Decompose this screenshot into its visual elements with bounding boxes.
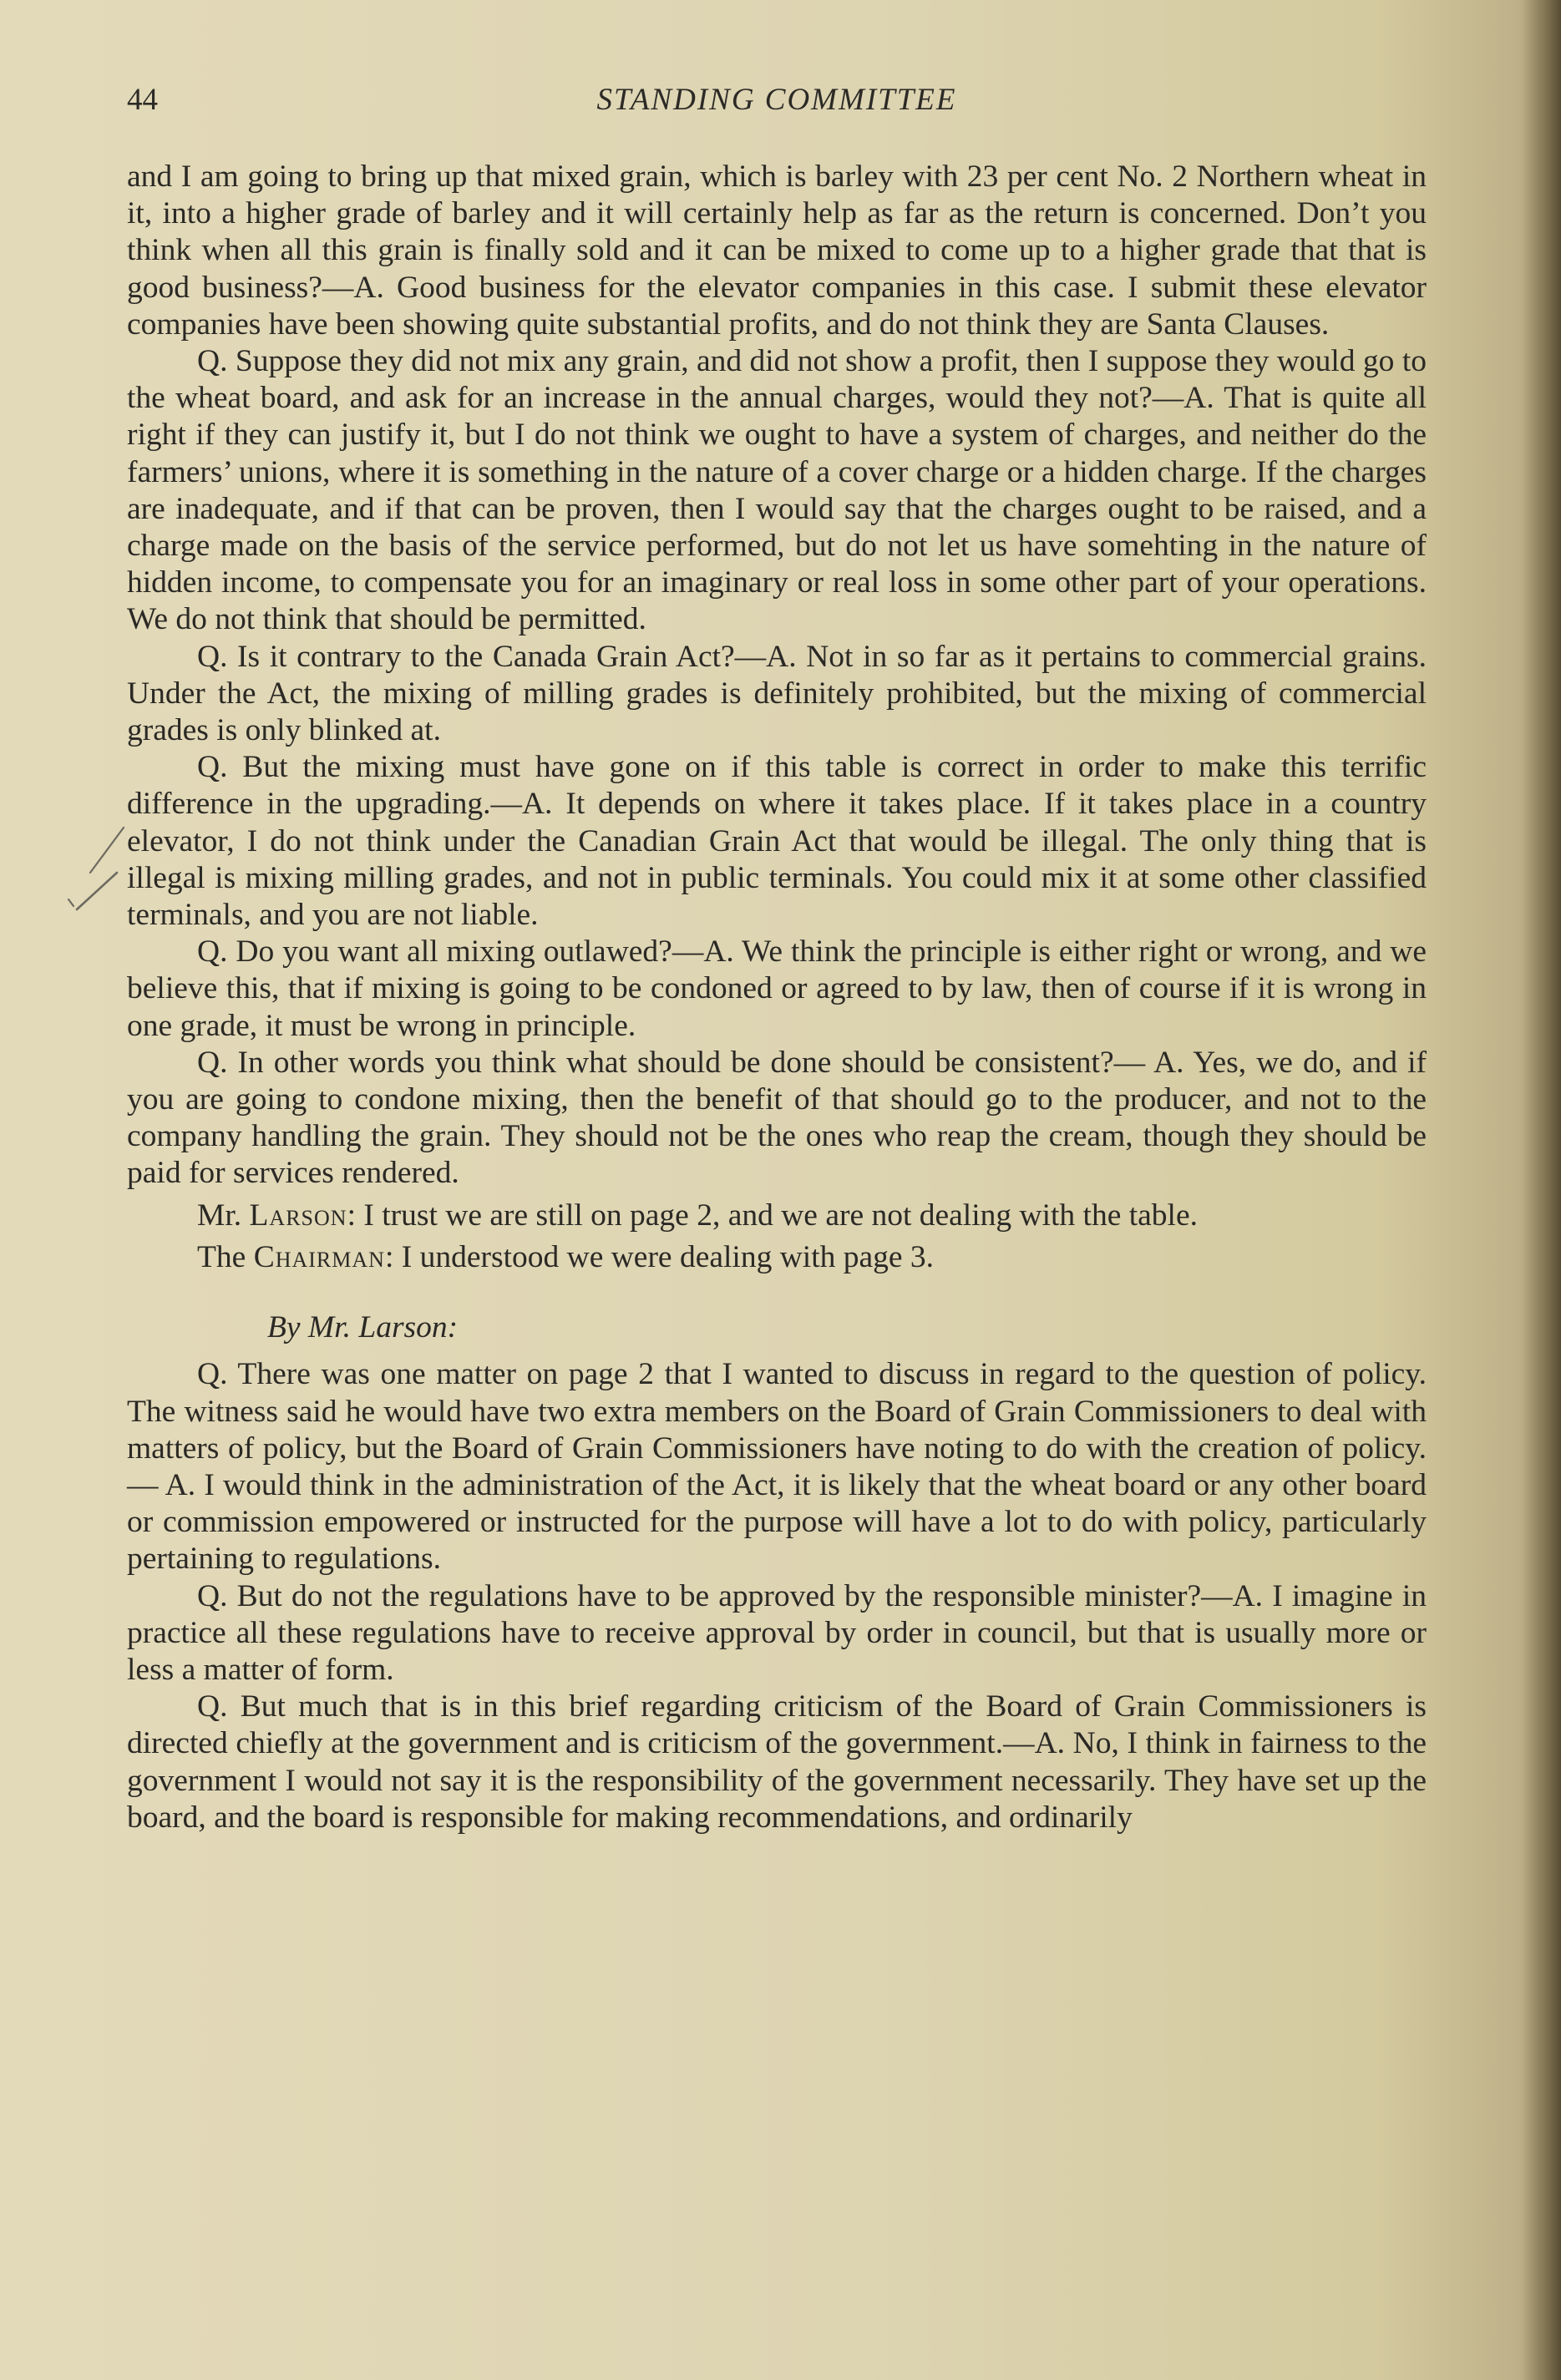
page-number: 44: [127, 83, 158, 117]
speaker-prefix: Mr.: [197, 1198, 250, 1233]
pencil-check-mark: [65, 823, 132, 914]
speaker-prefix: The: [197, 1239, 254, 1274]
speaker-text: : I trust we are still on page 2, and we are not dealing with the table.: [347, 1198, 1198, 1233]
page-binding-shadow: [1523, 0, 1561, 2380]
body-text: [127, 159, 1427, 1836]
paragraph: Q. But the mixing must have gone on if this table is correct in order to make this terrific difference in the upgrading.—A. It depends on where it takes place. If it takes place in a country elevator, I do not think under the Canadian Grain Act that would be illegal. The only thing that is illegal is mixing milling grades, and not in public terminals. You could mix it at some other classified terminals, and you are not liable.: [127, 750, 1427, 933]
examiner-heading: By Mr. Larson:: [267, 1310, 459, 1345]
paragraph: Q. Is it contrary to the Canada Grain Act?—A. Not in so far as it pertains to commercial grains. Under the Act, the mixing of milling grades is definitely prohibited, but the mixing of commercial grades is only blinked at.: [127, 639, 1427, 748]
running-header: [127, 77, 1427, 127]
speaker-name: Chairman: [253, 1239, 385, 1274]
paragraph: Q. There was one matter on page 2 that I wanted to discuss in regard to the question of policy. The witness said he would have two extra members on the Board of Grain Commissioners to deal with matters of policy, but the Board of Grain Commissioners have noting to do with the creation of policy.— A. I would think in the administration of the Act, it is likely that the wheat board or any other board or commission empowered or instructed for the purpose will have a lot to do with policy, particularly pertaining to regulations.: [127, 1357, 1427, 1577]
speaker-text: : I understood we were dealing with page 3.: [384, 1239, 935, 1274]
speaker-name: Larson: [249, 1198, 347, 1233]
speaker-line: [127, 1198, 1427, 1234]
paragraph: Q. But much that is in this brief regarding criticism of the Board of Grain Commissioners is directed chiefly at the government and is criticism of the government.—A. No, I think in fairness to the government I would not say it is the responsibility of the government necessarily. They have set up the board, and the board is responsible for making recommendations, and ordinarily: [127, 1689, 1427, 1835]
paragraph: Q. But do not the regulations have to be approved by the responsible minister?—A. I imagine in practice all these regulations have to receive approval by order in council, but that is usually more or less a matter of form.: [127, 1578, 1427, 1687]
paragraph: Q. In other words you think what should be done should be consistent?— A. Yes, we do, and if you are going to condone mixing, then the benefit of that should go to the producer, and not to the company handling the grain. They should not be the ones who reap the cream, though they should be paid for services rendered.: [127, 1045, 1427, 1191]
paragraph: Q. Do you want all mixing outlawed?—A. We think the principle is either right or wrong, and we believe this, that if mixing is going to be condoned or agreed to by law, then of course if it is wrong in one grade, it must be wrong in principle.: [127, 934, 1427, 1043]
paragraph: and I am going to bring up that mixed grain, which is barley with 23 per cent No. 2 Northern wheat in it, into a higher grade of barley and it will certainly help as far as the return is concerned. Don’t you think when all this grain is finally sold and it can be mixed to come up to a higher grade that that is good business?—A. Good business for the elevator companies in this case. I submit these elevator companies have been showing quite substantial profits, and do not think they are Santa Clauses.: [127, 160, 1427, 342]
speaker-line: [127, 1239, 1427, 1276]
paragraph: Q. Suppose they did not mix any grain, and did not show a profit, then I suppose they would go to the wheat board, and ask for an increase in the annual charges, would they not?—A. That is quite all right if they can justify it, but I do not think we ought to have a system of charges, and neither do the farmers’ unions, where it is something in the nature of a cover charge or a hidden charge. If the charges are inadequate, and if that can be proven, then I would say that the charges ought to be raised, and a charge made on the basis of the service performed, but do not let us have somehting in the nature of hidden income, to compensate you for an imaginary or real loss in some other part of your operations. We do not think that should be permitted.: [127, 344, 1427, 637]
page-header-title: STANDING COMMITTEE: [596, 83, 957, 117]
